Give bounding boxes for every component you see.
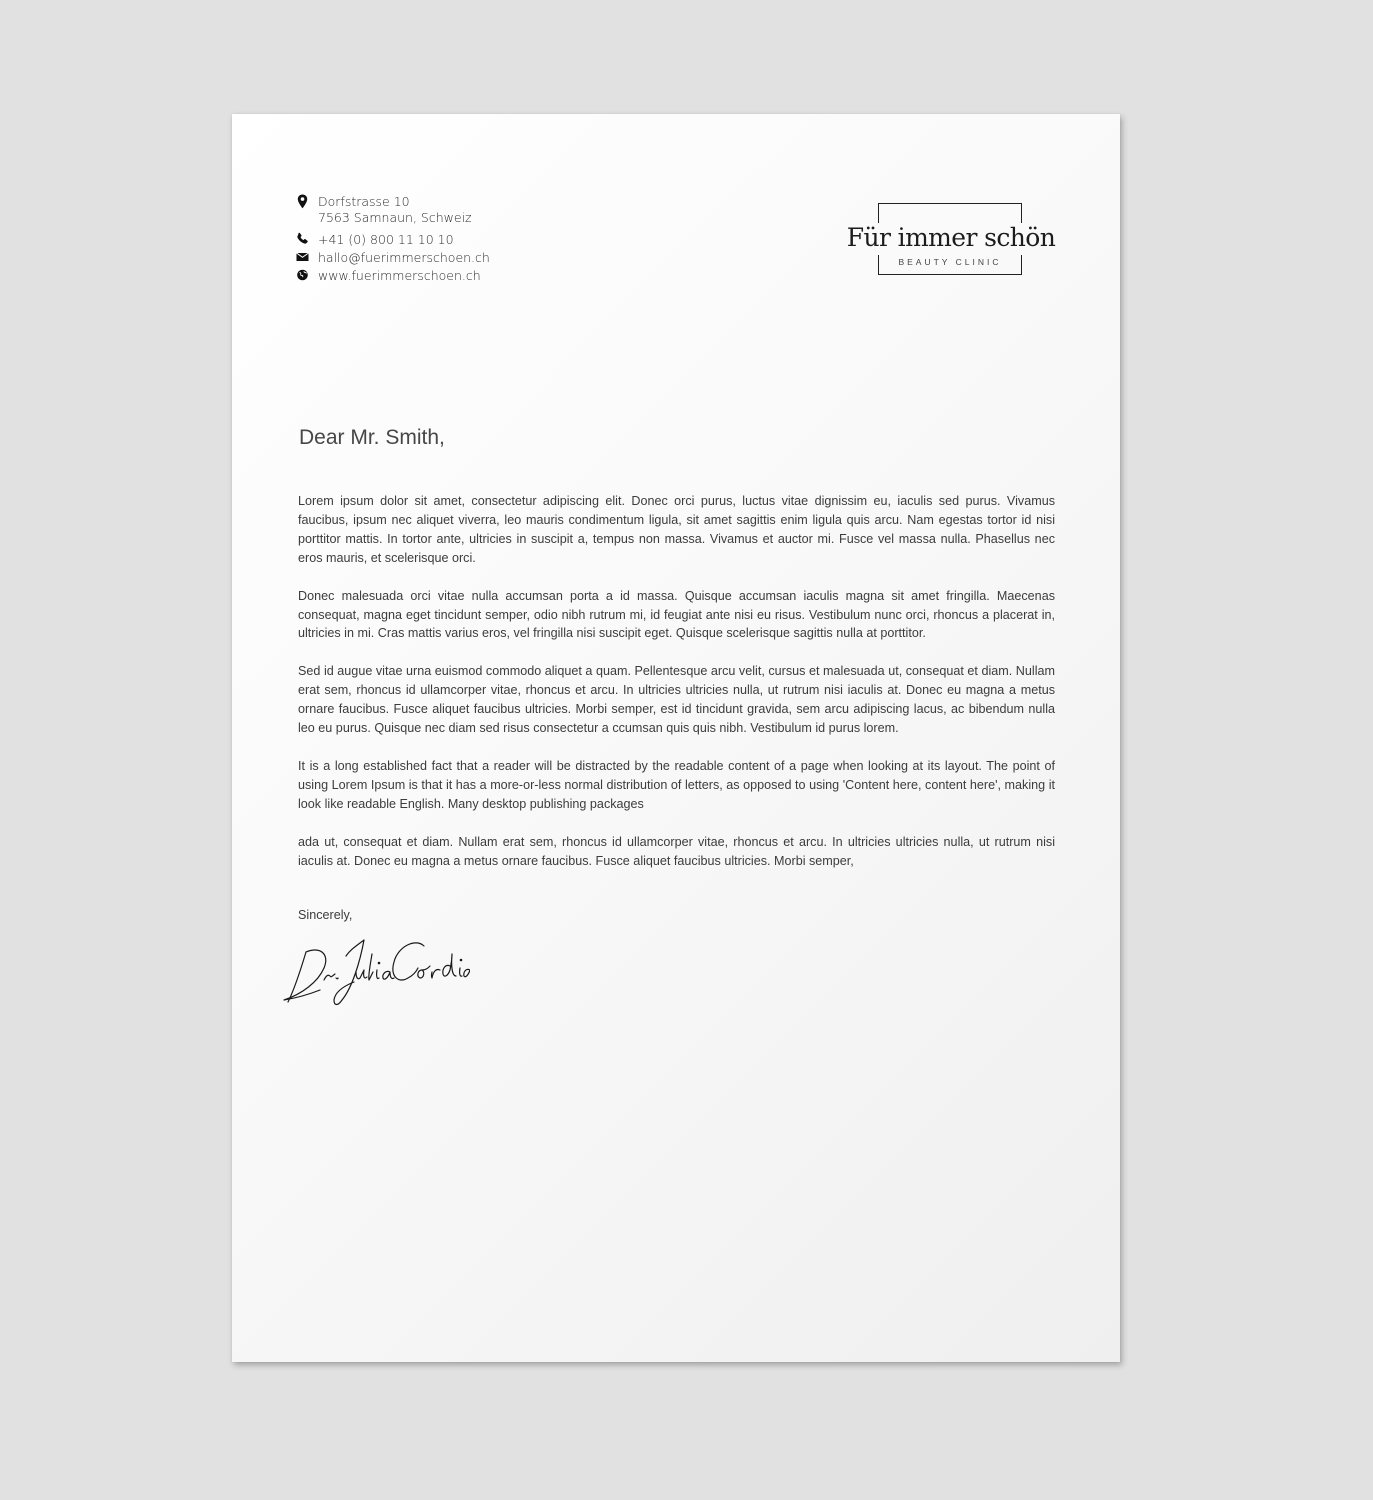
envelope-icon bbox=[296, 250, 309, 263]
phone-number: +41 (0) 800 11 10 10 bbox=[318, 232, 454, 247]
handwritten-signature bbox=[280, 932, 470, 1014]
location-pin-icon bbox=[296, 194, 309, 207]
address-row bbox=[296, 194, 472, 226]
phone-icon bbox=[296, 232, 309, 245]
letter-closing: Sincerely, bbox=[298, 908, 353, 922]
globe-icon bbox=[296, 268, 309, 281]
body-paragraph: Lorem ipsum dolor sit amet, consectetur adipiscing elit. Donec orci purus, luctus vitae dignissim eu, iaculis sed purus. Vivamus faucibus, ipsum nec aliquet viverra, leo mauris condimentum ligula, sit amet sagittis enim ligula quis arcu. Nam egestas tortor id nisi porttitor mattis. In tortor ante, ultricies in suscipit a, tempus non massa. Vivamus et auctor mi. Fusce vel massa nulla. Phasellus nec eros mauris, et scelerisque orci. bbox=[298, 494, 1055, 565]
phone-row bbox=[296, 232, 454, 248]
email-row bbox=[296, 250, 490, 266]
address-line-2: 7563 Samnaun, Schweiz bbox=[318, 210, 472, 225]
body-paragraph: It is a long established fact that a reader will be distracted by the readable content of a page when looking at its layout. The point of using Lorem Ipsum is that it has a more-or-less normal distribution of letters, as opposed to using 'Content here, content here', making it look like readable English. Many desktop publishing packages bbox=[298, 758, 1055, 811]
logo-tagline: BEAUTY CLINIC bbox=[898, 257, 1002, 267]
address-line-1: Dorfstrasse 10 bbox=[318, 194, 410, 209]
email-link[interactable]: hallo@fuerimmerschoen.ch bbox=[318, 250, 490, 265]
letter-body bbox=[298, 492, 1055, 890]
letter-greeting: Dear Mr. Smith, bbox=[299, 426, 445, 449]
website-link[interactable]: www.fuerimmerschoen.ch bbox=[318, 268, 481, 283]
clinic-logo bbox=[846, 202, 1056, 277]
logo-frame-corner bbox=[878, 255, 879, 275]
logo-frame-corner bbox=[878, 203, 879, 223]
logo-frame-bottom bbox=[878, 274, 1022, 275]
body-paragraph: ada ut, consequat et diam. Nullam erat sem, rhoncus id ullamcorper vitae, rhoncus et arcu. In ultricies ultricies nulla, ut rutrum nisi iaculis at. Donec eu magna a metus ornare faucibus. Fusce aliquet faucibus ultricies. Morbi semper, bbox=[298, 834, 1055, 868]
website-row bbox=[296, 268, 481, 284]
body-paragraph: Donec malesuada orci vitae nulla accumsan porta a id massa. Quisque accumsan iaculis magna sit amet fringilla. Maecenas consequat, magna eget tincidunt semper, odio nibh rutrum mi, id feugiat ante nisi eu risus. Vestibulum nunc orci, rhoncus a placerat in, ultricies in mi. Cras mattis varius eros, vel fringilla nisi suscipit eget. Quisque scelerisque sagittis nulla at porttitor. bbox=[298, 588, 1055, 641]
logo-frame-corner bbox=[1021, 203, 1022, 223]
logo-brand-name: Für immer schön bbox=[846, 223, 1056, 252]
letter-sheet bbox=[232, 114, 1120, 1362]
body-paragraph: Sed id augue vitae urna euismod commodo aliquet a quam. Pellentesque arcu velit, cursus et malesuada ut, consequat et diam. Nullam erat sem, rhoncus id ullamcorper vitae, rhoncus et arcu. In ultricies ultricies nulla, ut rutrum nisi iaculis at. Donec eu magna a metus ornare faucibus. Fusce aliquet faucibus ultricies. Morbi semper, est id tincidunt gravida, sem arcu adipiscing lacus, ac bibendum nulla leo eu purus. Quisque nec diam sed risus consectetur a ccumsan quis quis nibh. Vestibulum id purus lorem. bbox=[298, 664, 1055, 736]
logo-frame-corner bbox=[1021, 255, 1022, 275]
logo-frame-top bbox=[878, 203, 1022, 204]
